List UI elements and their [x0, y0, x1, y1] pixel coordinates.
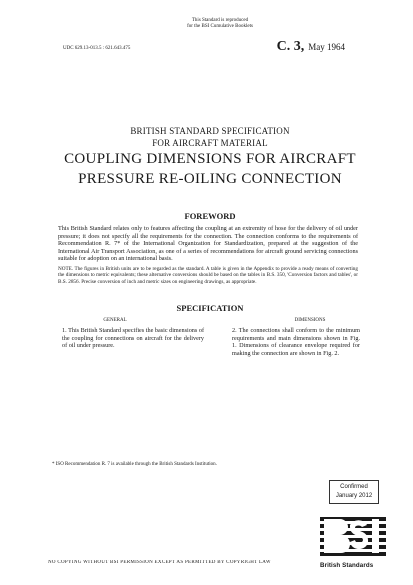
bsi-logo [320, 515, 386, 559]
clause-1: 1. This British Standard specifies the basic dimensions of the coupling for connections on aircraft for the delivery of oil under pressure. [62, 327, 205, 350]
amendment-date: May 1964 [308, 42, 345, 52]
foreword-note: NOTE. The figures in British units are to be regarded as the standard. A table is given in the Appendix to provide a ready means of converting the dimensions to metric equivalents; these alternative conversions should be based on the tables in B.S. 350, 'Conversion factors and tables', or B.S. 2856. Precise conversion of inch and metric sizes on engineering drawings, as appropriate. [58, 266, 358, 285]
standard-subtitle [60, 126, 360, 149]
bsi-tagline: British Standards [320, 562, 374, 569]
foreword-heading: FOREWORD [184, 211, 236, 221]
title-line2: PRESSURE RE-OILING CONNECTION [78, 171, 342, 187]
page-title [50, 149, 370, 189]
foreword-paragraph: This British Standard relates only to features affecting the coupling at an extremity of hose for the delivery of oil under pressure; it does not specify all the requirements for the connection. The connection conforms to the requirements of Recommendation R. 7* of the International Organization for Standardization, prepared at the suggestion of the International Air Transport Association, as one of a series of recommendations for aircraft ground servicing connections suitable for adoption on an international basis. [58, 225, 358, 263]
amendment-number: C. 3, [276, 39, 305, 54]
title-line1: COUPLING DIMENSIONS FOR AIRCRAFT [64, 151, 356, 167]
confirmed-stamp-line1: Confirmed [340, 484, 368, 490]
confirmed-stamp [329, 480, 379, 504]
reproduction-note-line2: for the BSI Cumulative Booklets [187, 24, 253, 29]
footnote: * ISO Recommendation R. 7 is available through the British Standards Institution. [52, 462, 217, 467]
subtitle-line2: FOR AIRCRAFT MATERIAL [152, 137, 268, 148]
dimensions-heading: DIMENSIONS [294, 318, 326, 323]
reproduction-note [150, 18, 290, 30]
specification-heading: SPECIFICATION [176, 303, 244, 313]
subtitle-line1: BRITISH STANDARD SPECIFICATION [130, 126, 290, 136]
clause-2: 2. The connections shall conform to the minimum requirements and main dimensions shown in Fig. 1. Dimensions of clearance envelope required for making the connection are shown in Fig. 2. [232, 327, 360, 357]
general-heading: GENERAL [103, 318, 127, 323]
reproduction-note-line1: This Standard is reproduced [191, 18, 249, 23]
copyright-strip: NO COPYING WITHOUT BSI PERMISSION EXCEPT AS PERMITTED BY COPYRIGHT LAW [48, 560, 271, 565]
udc-code: UDC 629.13-013.5 : 621.643.475 [63, 46, 131, 51]
amendment-reference [277, 39, 345, 55]
confirmed-stamp-line2: January 2012 [335, 493, 373, 499]
